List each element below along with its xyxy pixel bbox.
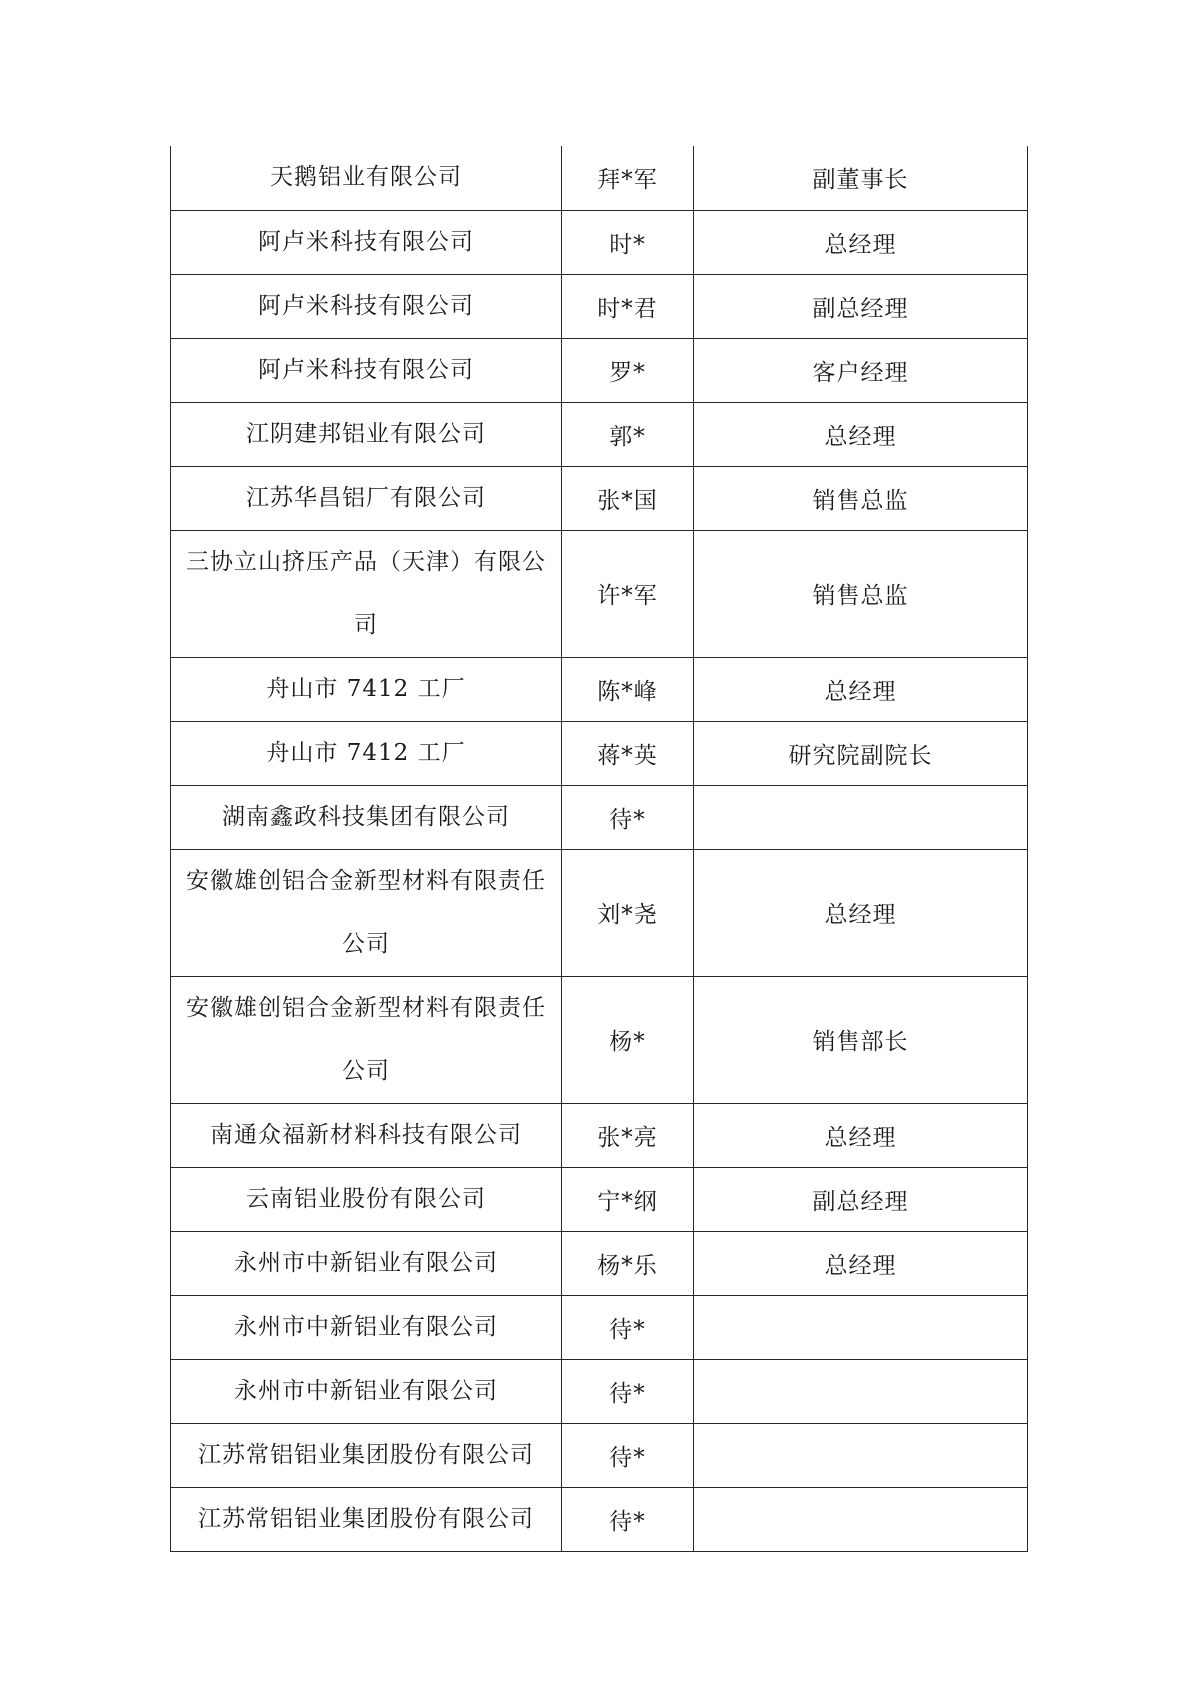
company-cell: 永州市中新铝业有限公司 bbox=[171, 1359, 562, 1423]
table-row bbox=[171, 849, 1028, 976]
table-row bbox=[171, 210, 1028, 274]
table-row bbox=[171, 976, 1028, 1103]
name-cell: 待* bbox=[562, 785, 694, 849]
name-cell: 张*亮 bbox=[562, 1103, 694, 1167]
title-cell: 销售部长 bbox=[694, 976, 1028, 1103]
table-row bbox=[171, 338, 1028, 402]
name-cell: 待* bbox=[562, 1359, 694, 1423]
table-row bbox=[171, 657, 1028, 721]
name-cell: 杨*乐 bbox=[562, 1231, 694, 1295]
title-cell: 副董事长 bbox=[694, 146, 1028, 210]
table-row bbox=[171, 785, 1028, 849]
company-cell: 安徽雄创铝合金新型材料有限责任公司 bbox=[171, 976, 562, 1103]
company-cell: 江苏华昌铝厂有限公司 bbox=[171, 466, 562, 530]
title-cell bbox=[694, 1359, 1028, 1423]
title-cell: 销售总监 bbox=[694, 530, 1028, 657]
company-cell: 江阴建邦铝业有限公司 bbox=[171, 402, 562, 466]
name-cell: 待* bbox=[562, 1487, 694, 1551]
company-cell: 永州市中新铝业有限公司 bbox=[171, 1231, 562, 1295]
name-cell: 蒋*英 bbox=[562, 721, 694, 785]
title-cell: 总经理 bbox=[694, 1103, 1028, 1167]
title-cell: 研究院副院长 bbox=[694, 721, 1028, 785]
name-cell: 待* bbox=[562, 1423, 694, 1487]
name-cell: 许*军 bbox=[562, 530, 694, 657]
title-cell: 客户经理 bbox=[694, 338, 1028, 402]
company-cell: 湖南鑫政科技集团有限公司 bbox=[171, 785, 562, 849]
company-cell: 舟山市 7412 工厂 bbox=[171, 657, 562, 721]
company-cell: 阿卢米科技有限公司 bbox=[171, 210, 562, 274]
company-cell: 云南铝业股份有限公司 bbox=[171, 1167, 562, 1231]
table-row bbox=[171, 402, 1028, 466]
title-cell bbox=[694, 785, 1028, 849]
table-row bbox=[171, 1423, 1028, 1487]
company-cell: 阿卢米科技有限公司 bbox=[171, 274, 562, 338]
name-cell: 待* bbox=[562, 1295, 694, 1359]
table-row bbox=[171, 1295, 1028, 1359]
title-cell: 总经理 bbox=[694, 849, 1028, 976]
name-cell: 刘*尧 bbox=[562, 849, 694, 976]
name-cell: 宁*纲 bbox=[562, 1167, 694, 1231]
table-row bbox=[171, 530, 1028, 657]
name-cell: 罗* bbox=[562, 338, 694, 402]
title-cell: 总经理 bbox=[694, 402, 1028, 466]
name-cell: 陈*峰 bbox=[562, 657, 694, 721]
company-cell: 南通众福新材料科技有限公司 bbox=[171, 1103, 562, 1167]
title-cell: 销售总监 bbox=[694, 466, 1028, 530]
company-cell: 江苏常铝铝业集团股份有限公司 bbox=[171, 1487, 562, 1551]
name-cell: 杨* bbox=[562, 976, 694, 1103]
company-cell: 三协立山挤压产品（天津）有限公司 bbox=[171, 530, 562, 657]
title-cell: 总经理 bbox=[694, 210, 1028, 274]
company-cell: 安徽雄创铝合金新型材料有限责任公司 bbox=[171, 849, 562, 976]
title-cell bbox=[694, 1423, 1028, 1487]
name-cell: 张*国 bbox=[562, 466, 694, 530]
table-row bbox=[171, 146, 1028, 210]
title-cell bbox=[694, 1487, 1028, 1551]
table-row bbox=[171, 1359, 1028, 1423]
title-cell: 副总经理 bbox=[694, 274, 1028, 338]
title-cell: 总经理 bbox=[694, 1231, 1028, 1295]
name-cell: 拜*军 bbox=[562, 146, 694, 210]
attendee-table bbox=[170, 146, 1028, 1552]
company-cell: 永州市中新铝业有限公司 bbox=[171, 1295, 562, 1359]
title-cell bbox=[694, 1295, 1028, 1359]
company-cell: 舟山市 7412 工厂 bbox=[171, 721, 562, 785]
title-cell: 总经理 bbox=[694, 657, 1028, 721]
table-row bbox=[171, 1103, 1028, 1167]
name-cell: 时* bbox=[562, 210, 694, 274]
table-row bbox=[171, 1231, 1028, 1295]
title-cell: 副总经理 bbox=[694, 1167, 1028, 1231]
name-cell: 郭* bbox=[562, 402, 694, 466]
table-row bbox=[171, 1167, 1028, 1231]
table-row bbox=[171, 466, 1028, 530]
table-row bbox=[171, 1487, 1028, 1551]
company-cell: 天鹅铝业有限公司 bbox=[171, 146, 562, 210]
table-row bbox=[171, 274, 1028, 338]
table-row bbox=[171, 721, 1028, 785]
company-cell: 阿卢米科技有限公司 bbox=[171, 338, 562, 402]
name-cell: 时*君 bbox=[562, 274, 694, 338]
company-cell: 江苏常铝铝业集团股份有限公司 bbox=[171, 1423, 562, 1487]
